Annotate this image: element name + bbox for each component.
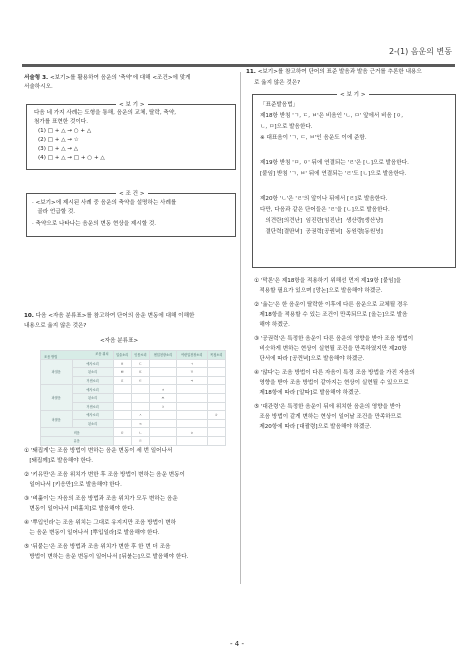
consonant-cell	[113, 436, 131, 445]
consonant-cell	[150, 411, 177, 420]
q10-choice: 는 음운 변동이 일어나서 [뿌입일라]로 발음해야 한다.	[24, 530, 160, 536]
row-subtype: 예사소리	[72, 411, 113, 420]
q3-example-line: 다음 네 가지 사례는 도형을 통해, 음운의 교체, 탈락, 축약,	[34, 110, 176, 116]
q3-number: 서술형 3.	[24, 75, 49, 81]
q3-case-1: (1) □ + △ → ○ + △	[38, 128, 92, 134]
column-divider	[240, 72, 241, 584]
manner-group: 유음	[41, 436, 114, 445]
consonant-cell	[207, 436, 225, 445]
col-header: 목청소리	[207, 351, 225, 360]
q3-condition-line: 골라 언급할 것.	[32, 209, 76, 215]
consonant-cell	[113, 385, 131, 394]
q10-prompt-line: 다음 <자음 분류표>를 참고하여 단어의 음운 변동에 대해 이해한	[33, 313, 195, 319]
row-subtype: 예사소리	[72, 385, 113, 394]
consonant-cell	[176, 402, 207, 411]
table-row	[41, 436, 226, 445]
q3-example-label: < 보 기 >	[116, 100, 148, 108]
consonant-cell: ㄸ	[131, 368, 149, 377]
consonant-cell: ㅆ	[131, 419, 149, 428]
consonant-cell	[150, 428, 177, 437]
q11-example-line: 다만, 다음과 같은 단어들은 'ㄹ'을 [ㄴ]으로 발음한다.	[260, 207, 390, 213]
col-header: 입술소리	[113, 351, 131, 360]
table-row	[41, 359, 226, 368]
chapter-title: 2-(1) 음운의 변동	[388, 47, 452, 56]
consonant-cell	[207, 428, 225, 437]
q11-example-line: 제20항 'ㄴ'은 'ㄹ'의 앞이나 뒤에서 [ㄹ]로 발음한다.	[260, 196, 388, 202]
consonant-cell	[207, 393, 225, 402]
row-subtype: 된소리	[72, 368, 113, 377]
consonant-cell: ㄹ	[131, 436, 149, 445]
consonant-cell	[207, 385, 225, 394]
manner-group: 파열음	[41, 359, 73, 385]
q11-example-line: 의견란[의견난] 임진란[임진난] 생산량[생산냥]	[260, 218, 383, 224]
row-subtype: 거센소리	[72, 376, 113, 385]
manner-group: 파찰음	[41, 385, 73, 411]
q10-choice: ⑤ '뒤붙는'은 조음 방법과 조음 위치가 변한 후 한 번 더 조음	[24, 544, 171, 550]
consonant-cell	[150, 419, 177, 428]
consonant-cell	[150, 368, 177, 377]
consonant-cell: ㅉ	[150, 393, 177, 402]
q10-choice: 일어나서 [키응만]으로 발음해야 한다.	[24, 482, 122, 488]
consonant-cell	[207, 419, 225, 428]
q10-number: 10.	[24, 313, 34, 319]
q11-choice: 제18항에 따라 [알따]로 발음해야 하겠군.	[254, 390, 361, 396]
q11-example-line: ※ 대표음이 'ㄱ, ㄷ, ㅂ'인 음운도 이에 준함.	[260, 135, 367, 141]
consonant-cell	[150, 376, 177, 385]
consonant-cell: ㅋ	[176, 376, 207, 385]
q11-choice: 단서에 따라 [공껀녁]으로 발음해야 하겠군.	[254, 356, 365, 362]
consonant-cell: ㄷ	[131, 359, 149, 368]
consonant-cell	[176, 411, 207, 420]
q10-choice: ④ '뿌입인라'는 조음 위치는 그대로 유지지만 조음 방법이 변하	[24, 520, 177, 526]
q11-prompt-line: 로 옳지 않은 것은?	[254, 80, 301, 86]
consonant-cell: ㅊ	[150, 402, 177, 411]
row-subtype: 된소리	[72, 393, 113, 402]
q11-choice: ① '막론'은 제18항을 적용하기 위해선 먼저 제19항 [붙임]을	[254, 278, 402, 284]
header-rule	[22, 64, 455, 67]
table-row	[41, 428, 226, 437]
q10-choice: 방법이 변하는 음운 변동이 일어나서 [뒤붇는]으로 발음해야 한다.	[24, 554, 189, 560]
q3-case-4: (4) □ + △ → □ + ○ + △	[38, 155, 105, 161]
q11-choice: ③ '공권력'은 특정한 음운이 다른 음운의 영향을 받아 조음 방법이	[254, 336, 414, 342]
row-subtype: 거센소리	[72, 402, 113, 411]
consonant-cell: ㅇ	[176, 428, 207, 437]
consonant-cell	[176, 436, 207, 445]
q3-case-2: (2) □ + △ → ☆	[38, 137, 79, 143]
consonant-cell: ㄲ	[176, 368, 207, 377]
consonant-table	[40, 350, 226, 446]
q11-example-line: ㄴ, ㅁ]으로 발음한다.	[260, 124, 313, 130]
q10-choice: ② '키유만'은 조음 위치가 변한 후 조음 방법이 변하는 음운 변동이	[24, 472, 185, 478]
table-corner	[41, 351, 114, 360]
consonant-cell	[113, 393, 131, 402]
q3-condition-line: · <보기>에 제시된 사례 중 음운의 축약을 설명하는 사례를	[32, 200, 177, 206]
q3-case-3: (3) □ + △ → △	[38, 146, 79, 152]
q10-choice: ① '돼집게'는 조음 방법이 변하는 음운 변동이 세 번 일어나서	[24, 448, 173, 454]
consonant-cell: ㅂ	[113, 359, 131, 368]
col-header: 잇몸소리	[131, 351, 149, 360]
q11-choice: ④ '않다'는 조음 방법이 다른 자음이 특정 조음 방법을 가진 자음의	[254, 370, 415, 376]
q11-number: 11.	[246, 69, 256, 75]
manner-group: 마찰음	[41, 411, 73, 428]
consonant-cell	[131, 385, 149, 394]
q11-choice: 제18항을 적용할 수 있는 조건이 만족되므로 [올는]으로 발음	[254, 312, 408, 318]
consonant-cell: ㅃ	[113, 368, 131, 377]
q11-example-line: 제18항 받침 'ㄱ, ㄷ, ㅂ'은 비음인 'ㄴ, ㅁ' 앞에서 비음 [ㅇ,	[260, 113, 404, 119]
q3-prompt-line: 서술하시오.	[24, 84, 53, 90]
consonant-cell: ㅎ	[207, 411, 225, 420]
q10-table-title: <자음 분류표>	[100, 338, 139, 344]
row-subtype: 된소리	[72, 419, 113, 428]
q10-choice: ③ '벼훑이'는 자음의 조음 방법과 조음 위치가 모두 변하는 음운	[24, 496, 178, 502]
corner-place: 조음 위치	[95, 352, 109, 356]
consonant-cell	[131, 402, 149, 411]
q3-example-line: 첨가를 표현한 것이다.	[34, 119, 88, 125]
consonant-cell	[207, 368, 225, 377]
consonant-cell	[176, 385, 207, 394]
q3-condition-line: · 축약으로 나타나는 음운의 변동 현상을 제시할 것.	[32, 221, 157, 227]
table-row	[41, 411, 226, 420]
q11-choice: 제20항에 따라 [대괄령]으로 발음해야 하겠군.	[254, 424, 372, 430]
consonant-cell	[113, 419, 131, 428]
q10-choice: [돼집께]로 발음해야 한다.	[24, 458, 94, 464]
q10-prompt-line: 내용으로 옳지 않은 것은?	[24, 323, 87, 329]
q10-choice: 변동이 일어나서 [벼훌치]로 발음해야 한다.	[24, 506, 135, 512]
manner-group: 비음	[41, 428, 114, 437]
q11-choice: 해야 하겠군.	[254, 322, 290, 328]
consonant-cell: ㄴ	[131, 428, 149, 437]
corner-manner: 조음 방법	[44, 354, 58, 359]
q11-example-line: 제19항 받침 'ㅁ, ㅇ' 뒤에 연결되는 'ㄹ'은 [ㄴ]으로 발음한다.	[260, 160, 409, 166]
q3-condition-label: < 조 건 >	[116, 189, 148, 197]
consonant-cell: ㅈ	[150, 385, 177, 394]
q11-example-line: 「표준발음법」	[260, 102, 299, 108]
q10-prompt	[24, 312, 194, 321]
q11-example-line: [붙임] 받침 'ㄱ, ㅂ' 뒤에 연결되는 'ㄹ'도 [ㄴ]으로 발음한다.	[260, 171, 407, 177]
q11-choice: 적용할 필요가 있으며 [망논]으로 발음해야 하겠군.	[254, 288, 383, 294]
q11-choice: ② '옳는'은 한 음운이 탈락한 이후에 다른 음운으로 교체될 경우	[254, 302, 408, 308]
col-header: 여린입천장소리	[176, 351, 207, 360]
consonant-cell	[176, 419, 207, 428]
consonant-cell	[207, 359, 225, 368]
consonant-cell: ㅁ	[113, 428, 131, 437]
consonant-cell	[150, 359, 177, 368]
consonant-cell: ㄱ	[176, 359, 207, 368]
consonant-cell	[113, 402, 131, 411]
table-row	[41, 385, 226, 394]
consonant-cell	[176, 393, 207, 402]
q3-prompt-line: <보기>를 활용하여 음운의 '축약'에 대해 <조건>에 맞게	[48, 75, 191, 81]
q11-choice: 비슷하게 변하는 현상이 실현될 조건을 만족하였지만 제20항	[254, 346, 407, 352]
consonant-cell	[150, 436, 177, 445]
consonant-cell	[207, 376, 225, 385]
consonant-cell	[131, 393, 149, 402]
col-header: 센입천장소리	[150, 351, 177, 360]
consonant-cell: ㅅ	[131, 411, 149, 420]
q3-prompt	[24, 74, 191, 83]
q11-choice: 영향을 받아 조음 방법이 같아지는 현상이 실현될 수 있으므로	[254, 380, 409, 386]
q11-prompt-line: <보기>를 참고하여 단어의 표준 발음과 발음 근거를 추론한 내용으	[255, 69, 422, 75]
q11-example-line: 결단력[결딴녁] 공권력[공꿘녁] 동원령[동원녕]	[260, 229, 383, 235]
row-subtype: 예사소리	[72, 359, 113, 368]
consonant-cell	[113, 411, 131, 420]
q11-choice: ⑤ '대관령'은 특정한 음운이 뒤에 위치한 음운의 영향을 받아	[254, 404, 401, 410]
q11-prompt	[246, 68, 422, 77]
consonant-cell: ㅍ	[113, 376, 131, 385]
consonant-cell	[207, 402, 225, 411]
q11-choice: 조음 방법이 같게 변하는 현상이 일어날 조건을 만족하므로	[254, 414, 402, 420]
q11-example-label: < 보 기 >	[337, 90, 369, 98]
page-number: - 4 -	[230, 640, 244, 648]
consonant-cell: ㅌ	[131, 376, 149, 385]
